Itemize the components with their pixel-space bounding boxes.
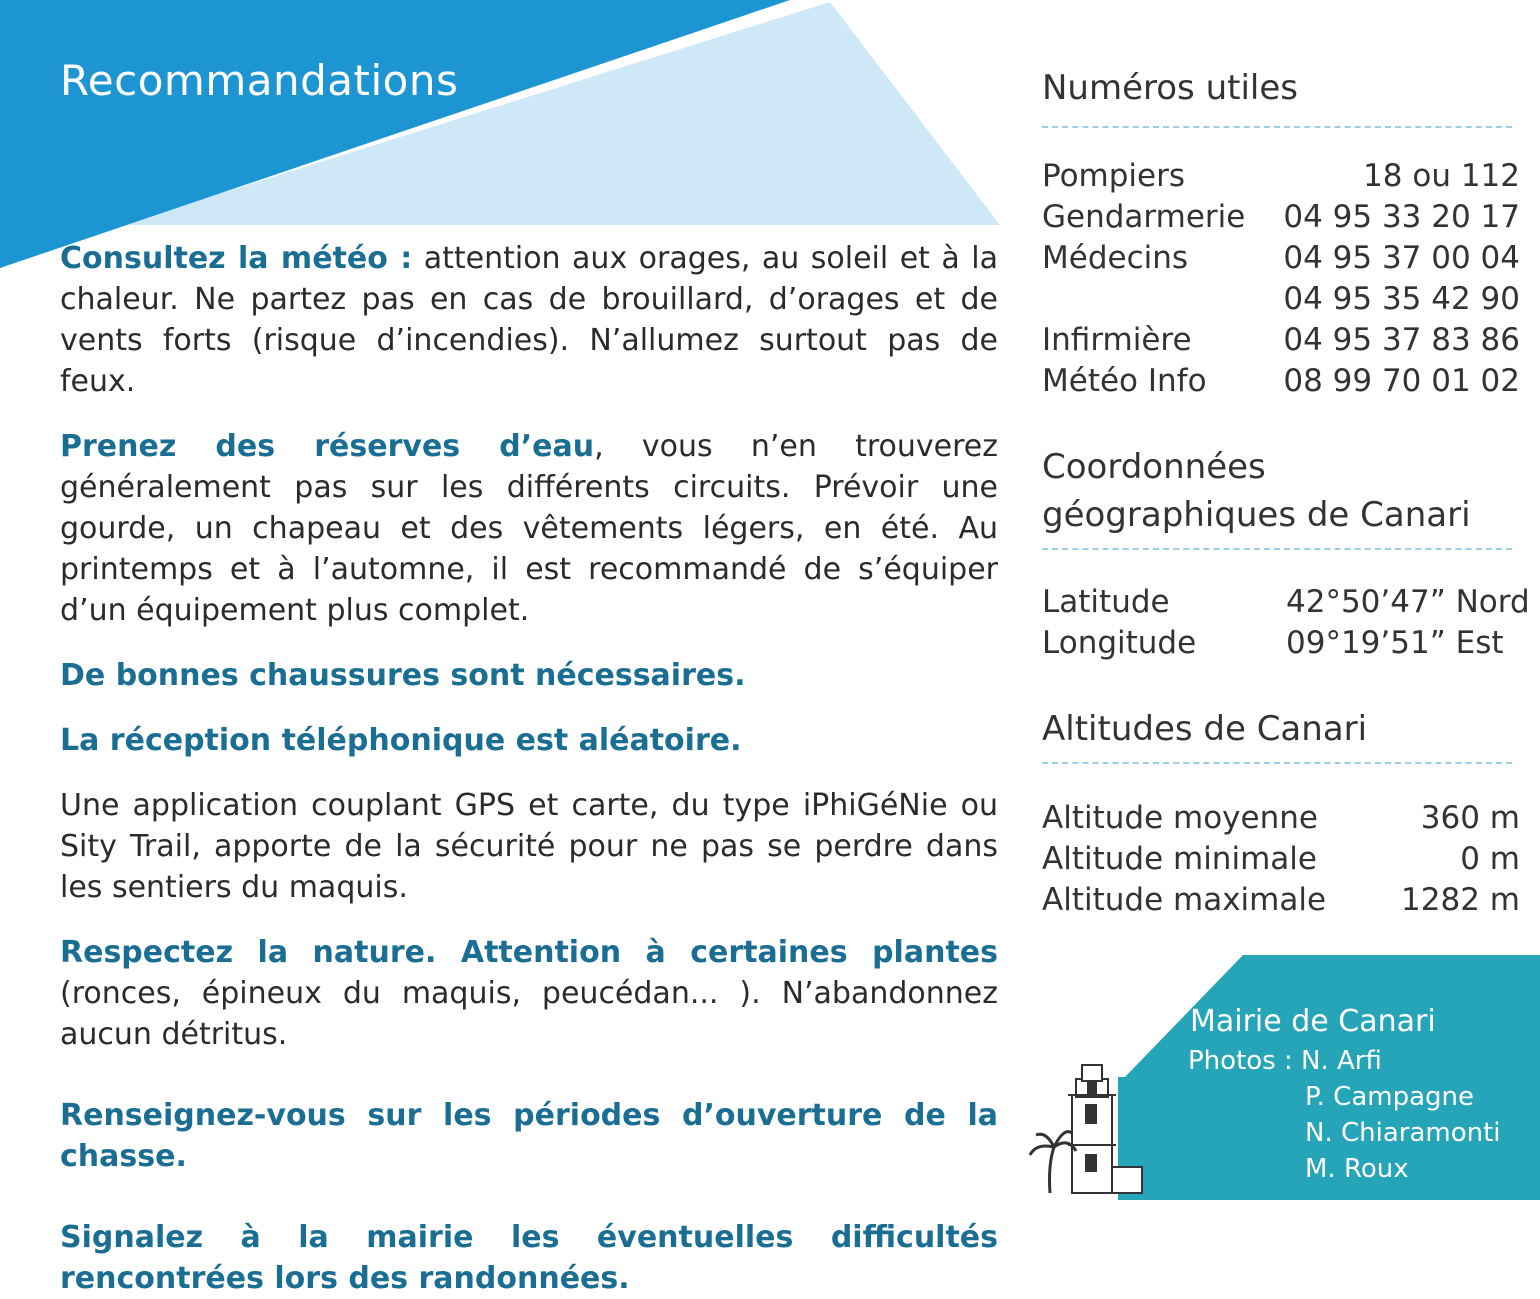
photo-credit-name: P. Campagne bbox=[1305, 1082, 1474, 1112]
recommendation-text: (ronces, épineux du maquis, peucédan... ). N’abandonnez aucun détritus. bbox=[60, 976, 998, 1052]
coordinate-label: Latitude bbox=[1042, 584, 1170, 620]
divider bbox=[1042, 126, 1512, 128]
header-banner bbox=[0, 0, 1000, 270]
phone-number: 04 95 35 42 90 bbox=[1283, 281, 1520, 317]
photos-credit: Photos : N. Arfi bbox=[1188, 1046, 1382, 1076]
photo-credit-name: N. Chiaramonti bbox=[1305, 1118, 1501, 1148]
phone-label: Gendarmerie bbox=[1042, 199, 1246, 235]
altitude-label: Altitude moyenne bbox=[1042, 800, 1318, 836]
recommendation-signalez: Signalez à la mairie les éventuelles difficultés rencontrées lors des randonnées. bbox=[60, 1220, 998, 1296]
phone-label: Météo Info bbox=[1042, 363, 1207, 399]
phone-number: 04 95 37 83 86 bbox=[1283, 322, 1520, 358]
altitude-value: 0 m bbox=[1460, 841, 1520, 877]
numeros-heading: Numéros utiles bbox=[1042, 68, 1298, 108]
recommendation-nature bbox=[60, 932, 998, 1055]
mairie-title: Mairie de Canari bbox=[1190, 1004, 1436, 1039]
altitude-value: 360 m bbox=[1420, 800, 1520, 836]
recommendation-text: , vous n’en trouverez généralement pas sur les différents circuits. Prévoir une gourde, un chapeau et des vêtements légers, en été. Au printemps et à l’automne, il est recommandé de s’équiper d’un équipement plus complet. bbox=[60, 429, 998, 628]
phone-number: 08 99 70 01 02 bbox=[1283, 363, 1520, 399]
phone-label: Infirmière bbox=[1042, 322, 1192, 358]
coordinate-value: 42°50’47” Nord bbox=[1286, 584, 1530, 620]
section-title-recommandations: Recommandations bbox=[60, 56, 459, 105]
phone-number: 04 95 37 00 04 bbox=[1283, 240, 1520, 276]
recommendation-meteo bbox=[60, 238, 998, 402]
palm-tree-icon bbox=[1030, 1132, 1076, 1193]
phone-label: Médecins bbox=[1042, 240, 1189, 276]
recommendation-chaussures: De bonnes chaussures sont nécessaires. bbox=[60, 658, 746, 693]
recommendation-text: attention aux orages, au soleil et à la chaleur. Ne partez pas en cas de brouillard, d’orages et de vents forts (risque d’incendies). N’allumez surtout pas de feux. bbox=[60, 241, 998, 399]
coordonnees-heading-line2: géographiques de Canari bbox=[1042, 495, 1471, 535]
phone-label: Pompiers bbox=[1042, 158, 1186, 194]
mairie-house-shape bbox=[1028, 955, 1540, 1200]
recommendation-lead: Prenez des réserves d’eau bbox=[60, 429, 595, 464]
photo-credit-name: M. Roux bbox=[1305, 1154, 1409, 1184]
divider bbox=[1042, 762, 1512, 764]
altitude-label: Altitude minimale bbox=[1042, 841, 1317, 877]
recommendation-lead: Consultez la météo : bbox=[60, 241, 413, 276]
coordinate-value: 09°19’51” Est bbox=[1286, 625, 1504, 661]
recommendation-reception: La réception téléphonique est aléatoire. bbox=[60, 723, 742, 758]
coordonnees-heading-line1: Coordonnées bbox=[1042, 447, 1266, 487]
phone-number: 18 ou 112 bbox=[1363, 158, 1520, 194]
recommendation-application: Une application couplant GPS et carte, du type iPhiGéNie ou Sity Trail, apporte de la sécurité pour ne pas se perdre dans les sentiers du maquis. bbox=[60, 788, 998, 905]
recommendation-eau bbox=[60, 426, 998, 631]
coordinate-label: Longitude bbox=[1042, 625, 1197, 661]
recommendations-body bbox=[60, 238, 998, 1299]
altitudes-heading: Altitudes de Canari bbox=[1042, 709, 1368, 749]
recommendation-chasse: Renseignez-vous sur les périodes d’ouverture de la chasse. bbox=[60, 1098, 998, 1174]
altitude-label: Altitude maximale bbox=[1042, 882, 1327, 918]
phone-number: 04 95 33 20 17 bbox=[1283, 199, 1520, 235]
recommendation-lead: Respectez la nature. Attention à certaines plantes bbox=[60, 935, 998, 970]
divider bbox=[1042, 548, 1512, 550]
altitude-value: 1282 m bbox=[1401, 882, 1520, 918]
